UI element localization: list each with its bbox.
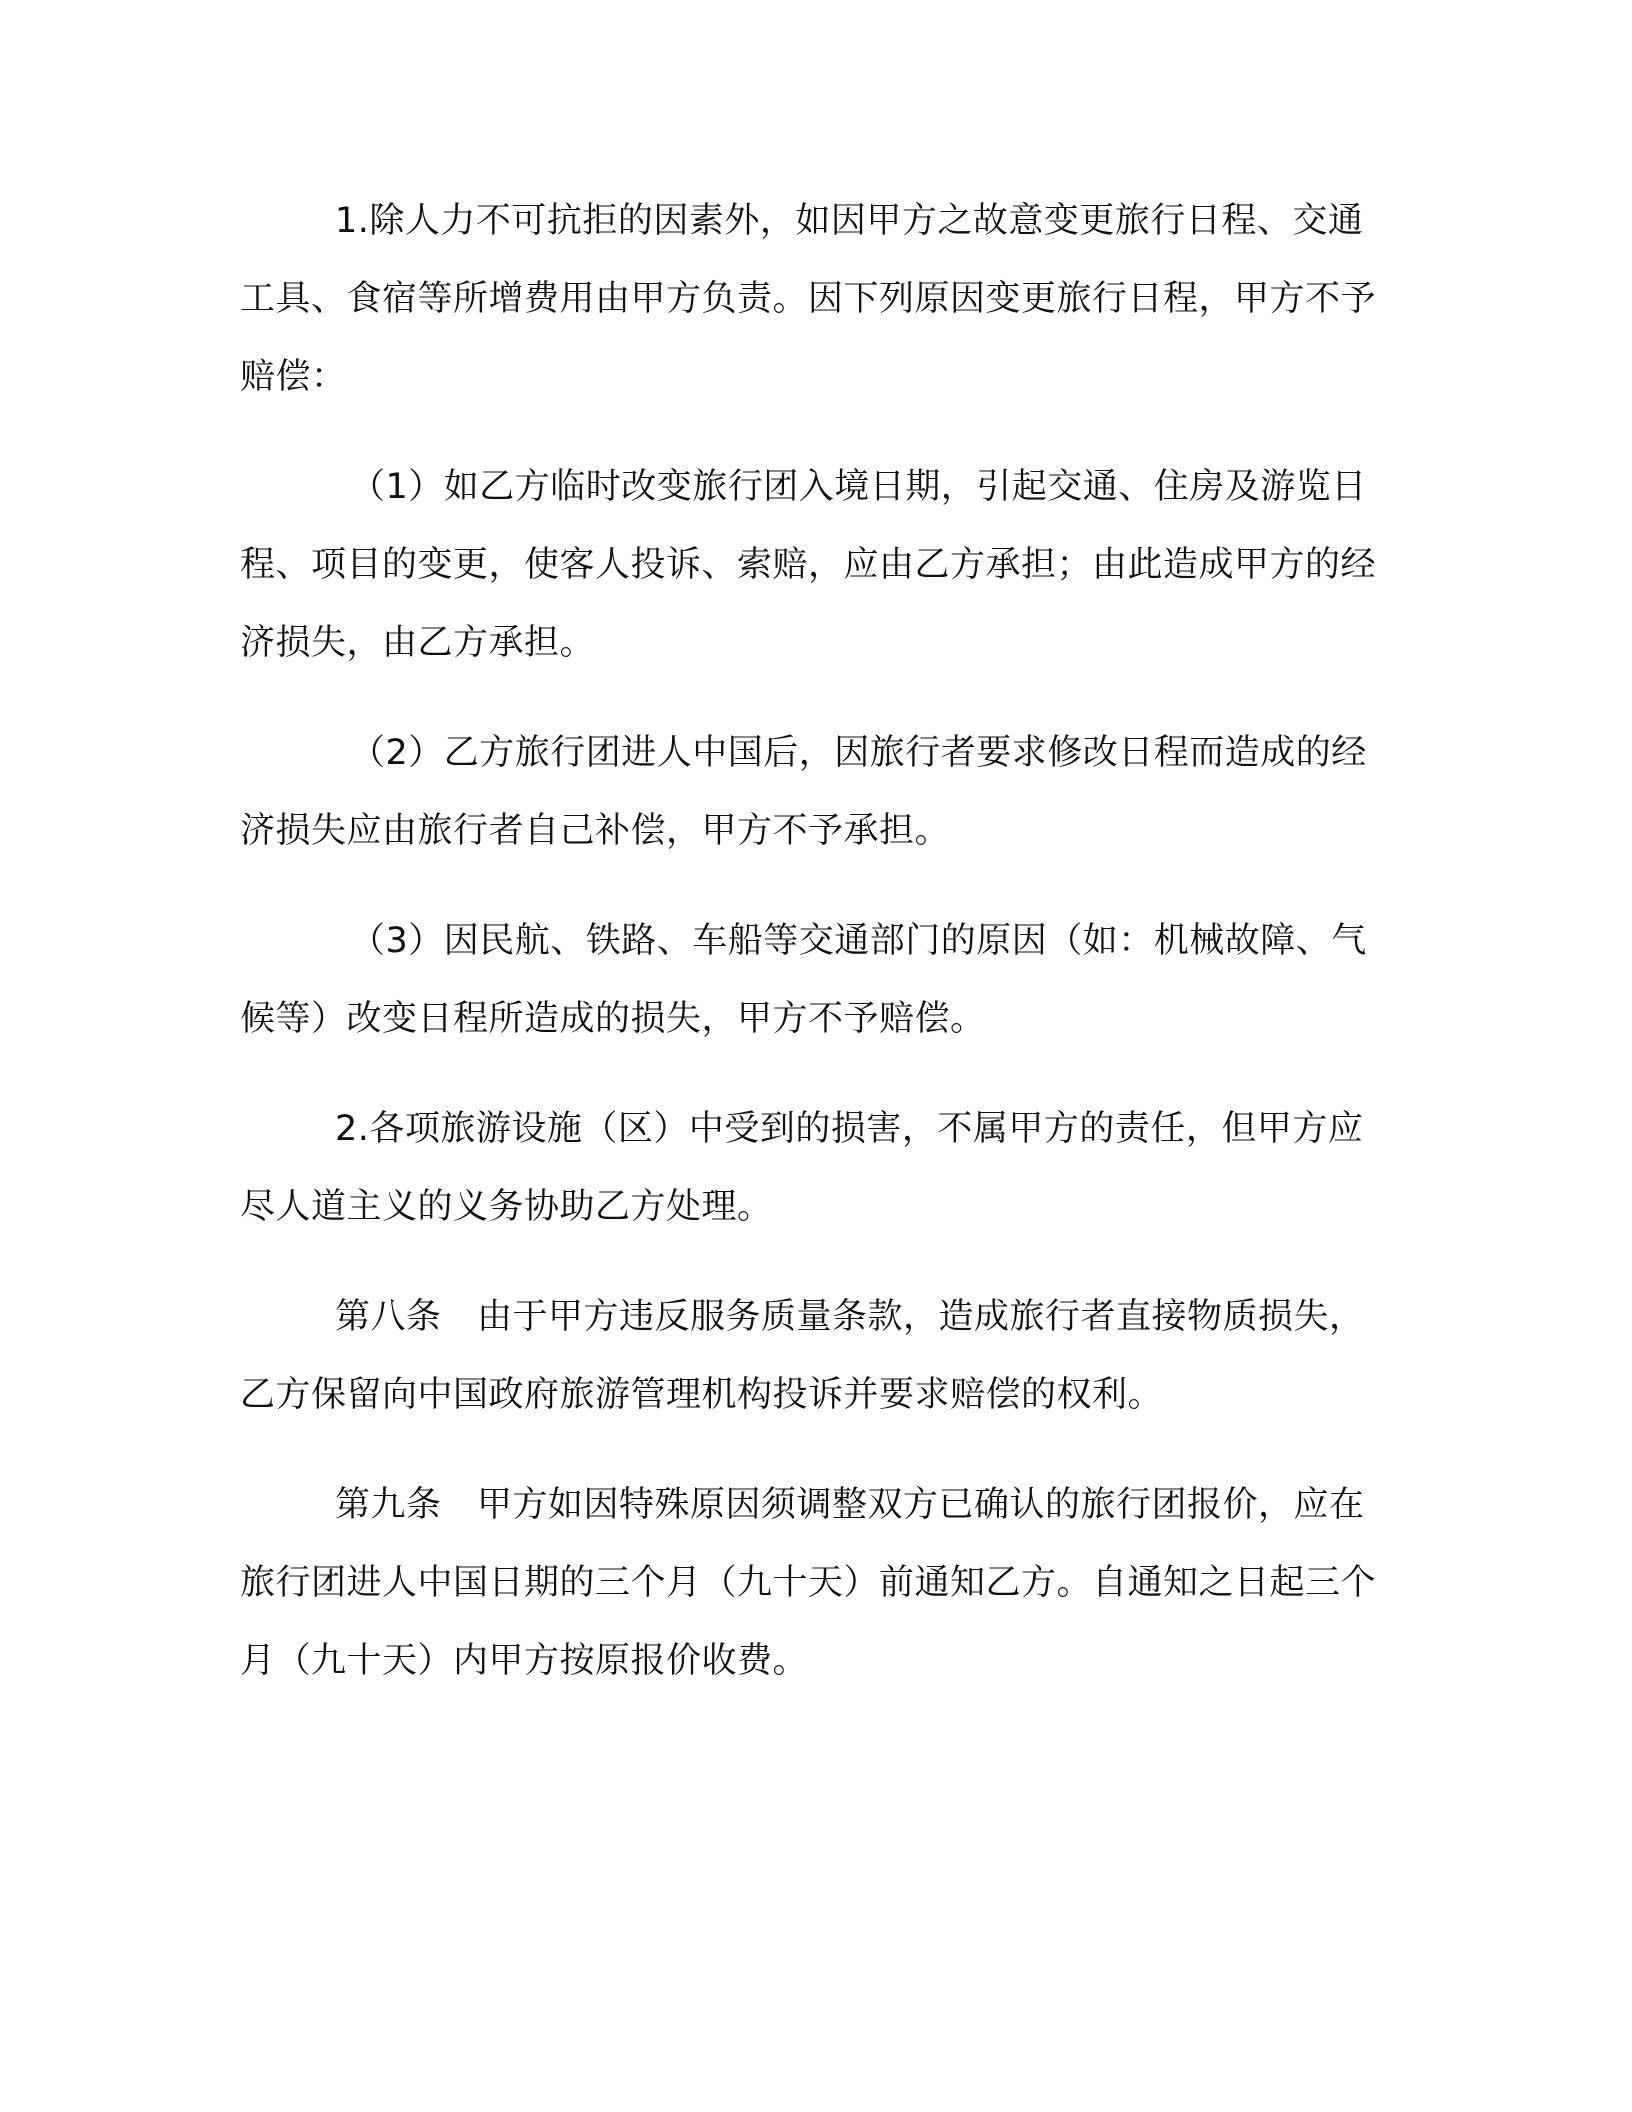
article-9-paragraph: 第九条 甲方如因特殊原因须调整双方已确认的旅行团报价，应在旅行团进人中国日期的三个月（九十天）前通知乙方。自通知之日起三个月（九十天）内甲方按原报价收费。 xyxy=(240,1485,1377,1681)
document-body xyxy=(240,182,1390,1732)
article-8-paragraph: 第八条 由于甲方违反服务质量条款，造成旅行者直接物质损失，乙方保留向中国政府旅游管理机构投诉并要求赔偿的权利。 xyxy=(240,1297,1365,1415)
item-3-paragraph: （3）因民航、铁路、车船等交通部门的原因（如：机械故障、气候等）改变日程所造成的损失，甲方不予赔偿。 xyxy=(240,921,1367,1039)
clause-2-paragraph: 2.各项旅游设施（区）中受到的损害，不属甲方的责任，但甲方应尽人道主义的义务协助乙方处理。 xyxy=(240,1109,1364,1227)
item-1-paragraph: （1）如乙方临时改变旅行团入境日期，引起交通、住房及游览日程、项目的变更，使客人投诉、索赔，应由乙方承担；由此造成甲方的经济损失，由乙方承担。 xyxy=(240,467,1377,663)
item-2-paragraph: （2）乙方旅行团进人中国后，因旅行者要求修改日程而造成的经济损失应由旅行者自己补偿，甲方不予承担。 xyxy=(240,733,1367,851)
clause-1-paragraph: 1.除人力不可抗拒的因素外，如因甲方之故意变更旅行日程、交通工具、食宿等所增费用由甲方负责。因下列原因变更旅行日程，甲方不予赔偿： xyxy=(240,201,1377,397)
